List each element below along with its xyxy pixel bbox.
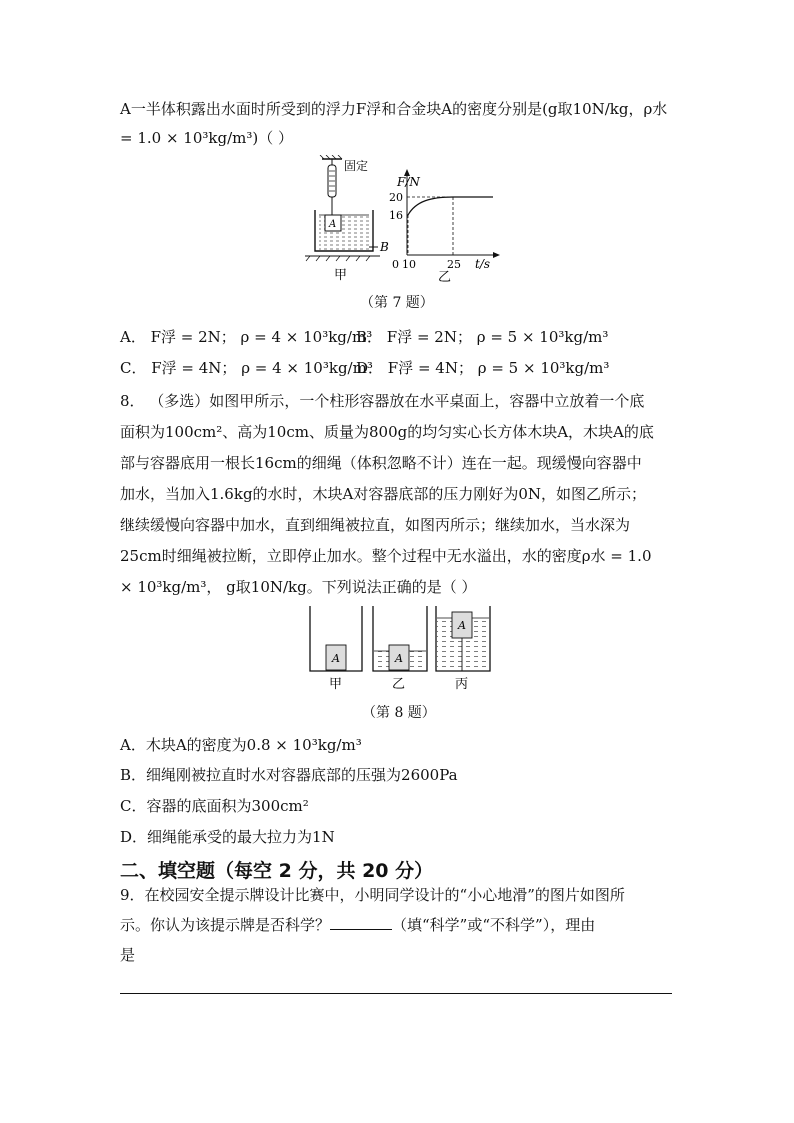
q8-line-5: 继续缓慢向容器中加水，直到细绳被拉直，如图丙所示；继续加水，当水深为 — [120, 516, 631, 534]
q7-graph — [389, 169, 500, 271]
section2-heading: 二、填空题（每空 2 分，共 20 分） — [120, 860, 434, 882]
q8-line-6: 25cm时细绳被拉断，立即停止加水。整个过程中无水溢出，水的密度ρ水 = 1.0 — [120, 547, 652, 565]
force-curve — [407, 197, 493, 215]
q8-caption: （第 8 题） — [362, 705, 436, 721]
q7-option-c: C． F浮 = 4N； ρ = 4 × 10³kg/m³ — [120, 359, 373, 377]
fig8-caption-bing: 丙 — [455, 677, 469, 692]
block-a-bing-label: A — [458, 619, 466, 632]
fig8-caption-jia: 甲 — [329, 677, 343, 692]
y-tick-16: 16 — [389, 209, 403, 222]
q9-line-3: 是 — [120, 946, 136, 964]
q7-option-a: A． F浮 = 2N； ρ = 4 × 10³kg/m³ — [120, 328, 373, 346]
q8-option-c: C．容器的底面积为300cm² — [120, 797, 309, 815]
q8-option-d: D．细绳能承受的最大拉力为1N — [120, 828, 335, 846]
fixed-label: 固定 — [344, 159, 369, 173]
q8-line-7: × 10³kg/m³， g取10N/kg。下列说法正确的是（ ） — [120, 578, 477, 596]
q7-caption: （第 7 题） — [360, 295, 434, 311]
q8-option-b: B．细绳刚被拉直时水对容器底部的压强为2600Pa — [120, 766, 458, 784]
q7-stem-line1: A一半体积露出水面时所受到的浮力F浮和合金块A的密度分别是(g取10N/kg，ρ水 — [120, 100, 668, 118]
origin-label: 0 — [392, 258, 399, 271]
fig8-caption-yi: 乙 — [392, 677, 406, 692]
q8-line-1: 8． （多选）如图甲所示，一个柱形容器放在水平桌面上，容器中立放着一个底 — [120, 392, 645, 410]
q7-stem-line2: = 1.0 × 10³kg/m³)（ ） — [120, 129, 293, 147]
q8-line-3: 部与容器底用一根长16cm的细绳（体积忽略不计）连在一起。现缓慢向容器中 — [120, 454, 642, 472]
q9-line-1: 9．在校园安全提示牌设计比赛中，小明同学设计的“小心地滑”的图片如图所 — [120, 886, 625, 904]
y-axis-label: F/N — [397, 175, 420, 189]
q7-option-d: D． F浮 = 4N； ρ = 5 × 10³kg/m³ — [356, 359, 610, 377]
block-a-label: A — [329, 219, 337, 230]
q9-line-2 — [120, 915, 595, 935]
q8-line-4: 加水，当加入1.6kg的水时，木块A对容器底部的压力刚好为0N，如图乙所示； — [120, 485, 647, 503]
container-yi — [373, 606, 427, 671]
q8-figure — [306, 604, 496, 692]
q8-line-2: 面积为100cm²、高为10cm、质量为800g的均匀实心长方体木块A，木块A的底 — [120, 423, 654, 441]
x-axis-label: t/s — [475, 257, 491, 271]
container-jia — [310, 606, 362, 671]
y-tick-20: 20 — [389, 191, 403, 204]
q8-option-a: A．木块A的密度为0.8 × 10³kg/m³ — [120, 736, 362, 754]
block-a-yi-label: A — [395, 652, 403, 665]
point-b-label: B — [380, 240, 389, 254]
q9-answer-blank[interactable] — [330, 915, 392, 930]
x-tick-25: 25 — [447, 258, 461, 271]
block-a-jia-label: A — [332, 652, 340, 665]
x-tick-10: 10 — [402, 258, 416, 271]
q9-line2-post: （填“科学”或“不科学”），理由 — [392, 916, 596, 934]
fig7-left-caption: 甲 — [334, 268, 348, 283]
q7-option-b: B． F浮 = 2N； ρ = 5 × 10³kg/m³ — [356, 328, 609, 346]
fig7-right-caption: 乙 — [438, 270, 452, 285]
container-bing — [436, 606, 490, 671]
q9-line2-pre: 示。你认为该提示牌是否科学？ — [120, 916, 331, 934]
q9-answer-line[interactable] — [120, 993, 672, 994]
q7-figure — [300, 155, 500, 285]
